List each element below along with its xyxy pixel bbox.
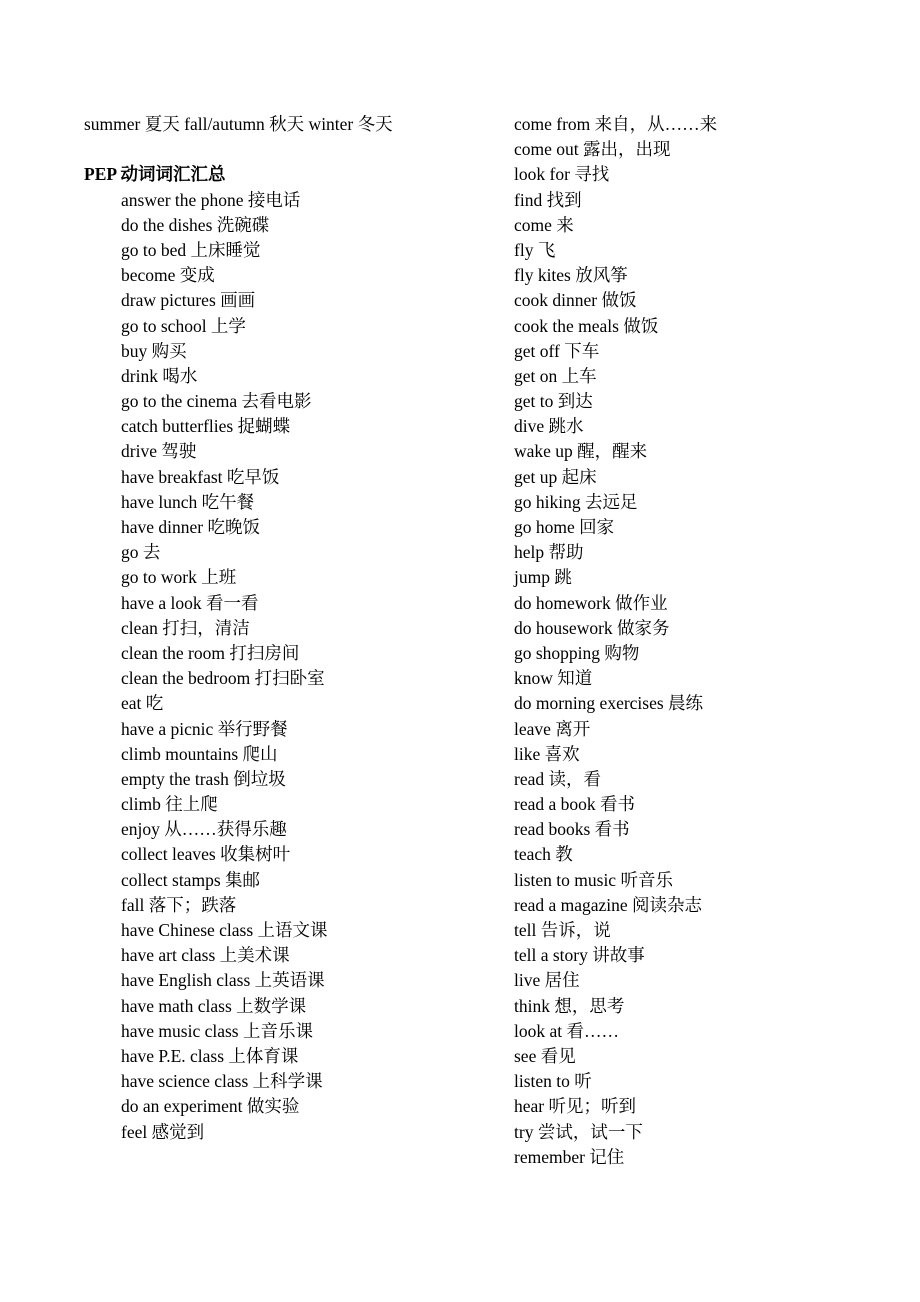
vocab-entry: cook dinner 做饭: [514, 290, 637, 311]
vocab-entry: dive 跳水: [514, 416, 584, 437]
vocab-entry: drink 喝水: [121, 365, 198, 386]
vocab-entry: listen to music 听音乐: [514, 869, 673, 890]
right-vocab-list: [514, 112, 874, 1170]
vocab-entry: collect leaves 收集树叶: [121, 844, 291, 865]
vocab-entry: cook the meals 做饭: [514, 315, 659, 336]
vocab-entry: become 变成: [121, 265, 215, 286]
vocab-entry: do homework 做作业: [514, 592, 668, 613]
vocab-entry: come out 露出，出现: [514, 139, 671, 160]
vocab-entry: have breakfast 吃早饭: [121, 466, 280, 487]
vocab-entry: leave 离开: [514, 718, 591, 739]
vocab-entry: come 来: [514, 214, 574, 235]
vocab-entry: wake up 醒，醒来: [514, 441, 648, 462]
vocab-entry: go to work 上班: [121, 567, 237, 588]
vocab-entry: read 读，看: [514, 768, 601, 789]
vocab-entry: remember 记住: [514, 1146, 625, 1167]
vocab-entry: do the dishes 洗碗碟: [121, 214, 270, 235]
vocab-entry: go to the cinema 去看电影: [121, 391, 312, 412]
vocab-entry: read a book 看书: [514, 794, 636, 815]
vocab-entry: go 去: [121, 542, 161, 563]
vocab-entry: go hiking 去远足: [514, 491, 638, 512]
vocab-entry: like 喜欢: [514, 743, 580, 764]
vocab-entry: collect stamps 集邮: [121, 869, 261, 890]
vocab-entry: do morning exercises 晨练: [514, 693, 704, 714]
left-vocab-list: [84, 188, 444, 1145]
vocab-entry: jump 跳: [514, 567, 572, 588]
vocab-entry: have a picnic 举行野餐: [121, 718, 288, 739]
vocab-entry: fly 飞: [514, 239, 556, 260]
vocab-entry: have math class 上数学课: [121, 995, 307, 1016]
vocab-entry: have lunch 吃午餐: [121, 491, 255, 512]
vocab-entry: clean 打扫，清洁: [121, 617, 250, 638]
vocab-entry: fly kites 放风筝: [514, 265, 628, 286]
vocab-entry: get to 到达: [514, 391, 593, 412]
vocab-entry: go home 回家: [514, 517, 615, 537]
vocab-entry: live 居住: [514, 970, 580, 991]
vocab-entry: have art class 上美术课: [121, 945, 290, 966]
vocab-entry: go to school 上学: [121, 315, 246, 336]
right-column: [514, 112, 874, 1170]
vocab-entry: tell 告诉，说: [514, 920, 611, 940]
vocab-entry: try 尝试，试一下: [514, 1121, 643, 1142]
vocab-entry: tell a story 讲故事: [514, 945, 645, 966]
vocab-entry: fall 落下；跌落: [121, 894, 237, 915]
vocab-entry: have music class 上音乐课: [121, 1020, 313, 1041]
vocab-entry: have Chinese class 上语文课: [121, 920, 328, 941]
seasons-line: summer 夏天 fall/autumn 秋天 winter 冬天: [84, 114, 393, 134]
blank-line: [84, 137, 444, 162]
vocab-entry: look at 看……: [514, 1020, 619, 1041]
left-column: [84, 112, 444, 1145]
vocab-entry: clean the room 打扫房间: [121, 642, 300, 663]
vocab-entry: have English class 上英语课: [121, 970, 325, 991]
vocab-entry: get off 下车: [514, 340, 600, 361]
vocab-entry: get up 起床: [514, 466, 597, 487]
vocab-entry: look for 寻找: [514, 164, 610, 185]
vocab-entry: clean the bedroom 打扫卧室: [121, 668, 325, 689]
vocab-entry: listen to 听: [514, 1071, 592, 1092]
vocab-entry: buy 购买: [121, 340, 187, 361]
vocab-entry: have a look 看一看: [121, 592, 259, 613]
vocab-entry: draw pictures 画画: [121, 290, 256, 311]
vocab-entry: read books 看书: [514, 819, 630, 840]
vocab-entry: feel 感觉到: [121, 1121, 205, 1142]
vocab-entry: drive 驾驶: [121, 441, 197, 462]
vocab-entry: have dinner 吃晚饭: [121, 517, 260, 538]
vocab-entry: do an experiment 做实验: [121, 1096, 300, 1117]
vocab-entry: do housework 做家务: [514, 617, 670, 638]
vocab-entry: go to bed 上床睡觉: [121, 239, 261, 260]
vocab-entry: eat 吃: [121, 693, 164, 714]
vocab-entry: empty the trash 倒垃圾: [121, 768, 286, 789]
vocab-entry: go shopping 购物: [514, 642, 640, 663]
vocab-entry: see 看见: [514, 1045, 576, 1066]
vocab-entry: teach 教: [514, 844, 573, 865]
vocab-entry: have P.E. class 上体育课: [121, 1045, 299, 1066]
vocab-entry: get on 上车: [514, 365, 597, 386]
vocab-entry: think 想，思考: [514, 995, 625, 1016]
vocab-entry: answer the phone 接电话: [121, 189, 301, 210]
vocab-entry: read a magazine 阅读杂志: [514, 894, 703, 915]
section-heading: PEP 动词词汇汇总: [84, 164, 226, 185]
vocab-entry: hear 听见；听到: [514, 1096, 636, 1117]
vocab-entry: climb 往上爬: [121, 794, 218, 815]
vocab-entry: know 知道: [514, 668, 593, 689]
vocab-entry: find 找到: [514, 189, 582, 210]
vocab-entry: have science class 上科学课: [121, 1071, 323, 1092]
vocab-entry: climb mountains 爬山: [121, 743, 278, 764]
vocab-entry: catch butterflies 捉蝴蝶: [121, 416, 291, 437]
vocab-entry: come from 来自，从……来: [514, 114, 718, 134]
vocab-entry: enjoy 从……获得乐趣: [121, 819, 287, 840]
vocab-entry: help 帮助: [514, 542, 584, 563]
